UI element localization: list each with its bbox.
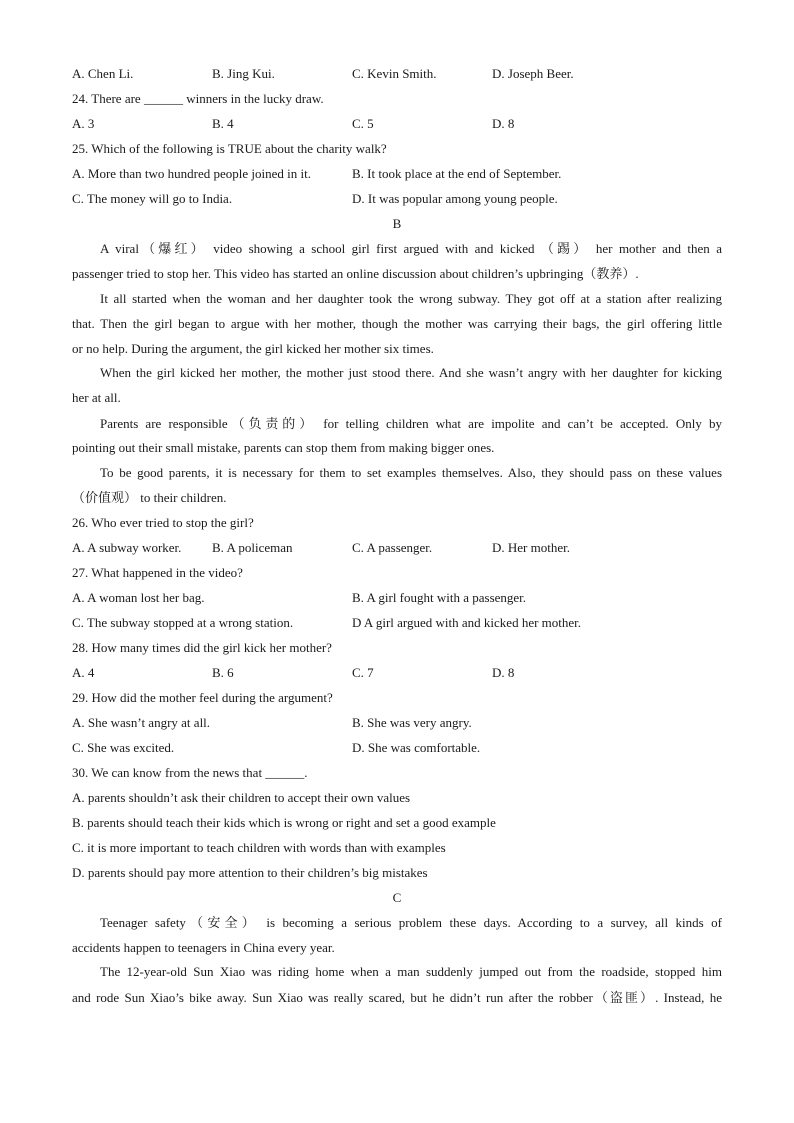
passage-b-line: To be good parents, it is necessary for them to set examples themselves. Also, they should pass on these values — [100, 465, 722, 480]
q24-stem: 24. There are ______ winners in the lucky draw. — [72, 91, 324, 106]
q28-option-a[interactable]: A. 4 — [72, 665, 95, 680]
q23-option-c[interactable]: C. Kevin Smith. — [352, 66, 437, 81]
passage-c-line: The 12-year-old Sun Xiao was riding home when a man suddenly jumped out from the roadside, stopped him — [100, 964, 722, 979]
section-c-heading: C — [392, 890, 402, 905]
q23-option-d[interactable]: D. Joseph Beer. — [492, 66, 574, 81]
q24-option-b[interactable]: B. 4 — [212, 116, 234, 131]
q28-option-d[interactable]: D. 8 — [492, 665, 515, 680]
q30-option-c[interactable]: C. it is more important to teach children with words than with examples — [72, 840, 446, 855]
q25-options-row1 — [72, 161, 722, 186]
q26-option-b[interactable]: B. A policeman — [212, 540, 293, 555]
q24-option-c[interactable]: C. 5 — [352, 116, 374, 131]
q27-option-b[interactable]: B. A girl fought with a passenger. — [352, 590, 527, 605]
q30-stem: 30. We can know from the news that ______. — [72, 765, 308, 780]
q27-options-row2 — [72, 610, 722, 635]
q27-option-c[interactable]: C. The subway stopped at a wrong station. — [72, 615, 294, 630]
q29-option-a[interactable]: A. She wasn’t angry at all. — [72, 715, 211, 730]
section-b-heading: B — [392, 216, 402, 231]
q29-options-row2 — [72, 735, 722, 760]
q30-option-b[interactable]: B. parents should teach their kids which is wrong or right and set a good example — [72, 815, 496, 830]
q25-options-row2 — [72, 186, 722, 211]
passage-c-line: Teenager safety（安全） is becoming a serious problem these days. According to a survey, all kinds of — [100, 915, 722, 930]
q29-options-row1 — [72, 710, 722, 735]
passage-c-line: accidents happen to teenagers in China every year. — [72, 940, 335, 955]
q25-option-d[interactable]: D. It was popular among young people. — [352, 191, 558, 206]
q24-option-d[interactable]: D. 8 — [492, 116, 515, 131]
q26-option-d[interactable]: D. Her mother. — [492, 540, 570, 555]
q27-stem: 27. What happened in the video? — [72, 565, 243, 580]
q26-stem: 26. Who ever tried to stop the girl? — [72, 515, 254, 530]
passage-b-line: that. Then the girl began to argue with her mother, though the mother was carrying their bags, the girl offering little — [72, 316, 722, 331]
q28-option-c[interactable]: C. 7 — [352, 665, 374, 680]
passage-b-line: It all started when the woman and her daughter took the wrong subway. They got off at a station after realizing — [100, 291, 722, 306]
q26-options — [72, 535, 722, 560]
q27-options-row1 — [72, 585, 722, 610]
q25-option-a[interactable]: A. More than two hundred people joined in it. — [72, 166, 312, 181]
q23-options — [72, 61, 722, 86]
passage-b-line: A viral（爆红） video showing a school girl first argued with and kicked （踢） her mother and then a — [100, 241, 722, 256]
passage-b-line: When the girl kicked her mother, the mother just stood there. And she wasn’t angry with her daughter for kicking — [100, 365, 722, 380]
q29-stem: 29. How did the mother feel during the argument? — [72, 690, 333, 705]
passage-c-line: and rode Sun Xiao’s bike away. Sun Xiao was really scared, but he didn’t run after the robber（盗匪）. Instead, he — [72, 990, 722, 1005]
q24-option-a[interactable]: A. 3 — [72, 116, 95, 131]
passage-b-line: passenger tried to stop her. This video has started an online discussion about children’s upbringing（教养）. — [72, 266, 639, 281]
q25-stem: 25. Which of the following is TRUE about the charity walk? — [72, 141, 387, 156]
q26-option-a[interactable]: A. A subway worker. — [72, 540, 182, 555]
q24-options — [72, 111, 722, 136]
q23-option-b[interactable]: B. Jing Kui. — [212, 66, 275, 81]
q25-option-c[interactable]: C. The money will go to India. — [72, 191, 233, 206]
passage-b-line: her at all. — [72, 390, 121, 405]
q27-option-a[interactable]: A. A woman lost her bag. — [72, 590, 205, 605]
q29-option-b[interactable]: B. She was very angry. — [352, 715, 472, 730]
passage-b-line: pointing out their small mistake, parents can stop them from making bigger ones. — [72, 440, 495, 455]
q28-option-b[interactable]: B. 6 — [212, 665, 234, 680]
q30-option-d[interactable]: D. parents should pay more attention to their children’s big mistakes — [72, 865, 428, 880]
q30-option-a[interactable]: A. parents shouldn’t ask their children to accept their own values — [72, 790, 411, 805]
q28-options — [72, 660, 722, 685]
q29-option-d[interactable]: D. She was comfortable. — [352, 740, 481, 755]
q23-option-a[interactable]: A. Chen Li. — [72, 66, 134, 81]
passage-b-line: or no help. During the argument, the girl kicked her mother six times. — [72, 341, 434, 356]
q29-option-c[interactable]: C. She was excited. — [72, 740, 175, 755]
q27-option-d[interactable]: D A girl argued with and kicked her mother. — [352, 615, 582, 630]
passage-b-line: （价值观） to their children. — [72, 490, 227, 505]
q28-stem: 28. How many times did the girl kick her mother? — [72, 640, 332, 655]
q25-option-b[interactable]: B. It took place at the end of September. — [352, 166, 562, 181]
q26-option-c[interactable]: C. A passenger. — [352, 540, 433, 555]
passage-b-line: Parents are responsible（负责的） for telling children what are impolite and can’t be accepted. Only by — [100, 416, 722, 431]
